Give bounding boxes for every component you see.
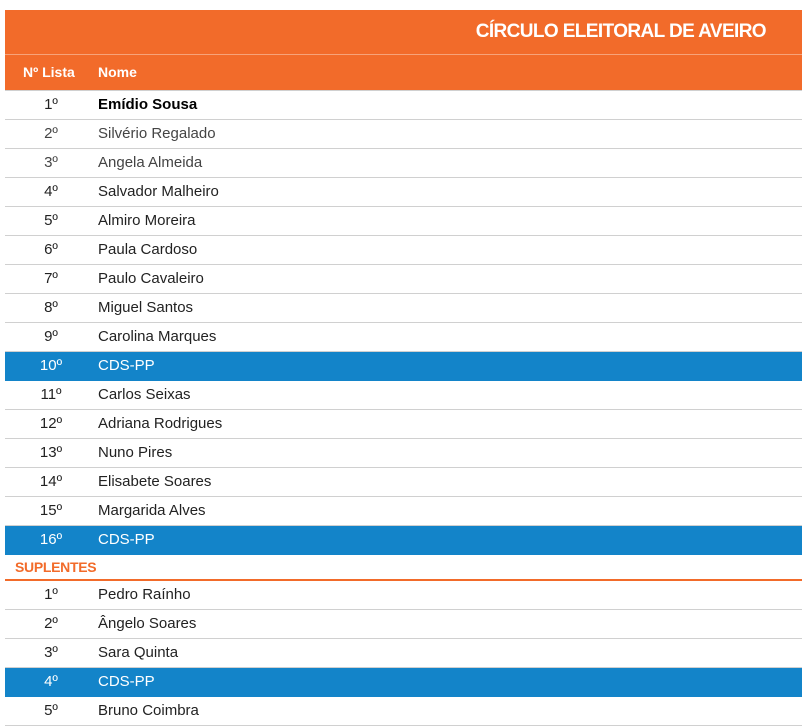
row-number: 5º <box>44 702 58 719</box>
candidate-list <box>5 10 802 726</box>
table-row <box>5 149 802 178</box>
row-name: Carlos Seixas <box>98 386 191 403</box>
row-name: Adriana Rodrigues <box>98 415 223 432</box>
title-bar <box>5 10 802 54</box>
table-row <box>5 323 802 352</box>
table-row <box>5 697 802 726</box>
row-name: Miguel Santos <box>98 299 194 316</box>
row-number: 6º <box>44 241 58 258</box>
table-row <box>5 178 802 207</box>
table-row <box>5 639 802 668</box>
row-name: Nuno Pires <box>98 444 173 461</box>
row-number: 15º <box>39 502 63 519</box>
row-number: 16º <box>39 531 63 548</box>
table-row-party <box>5 352 802 381</box>
row-number: 1º <box>44 586 58 603</box>
row-name: CDS-PP <box>98 357 155 374</box>
row-number: 12º <box>39 415 63 432</box>
row-number: 4º <box>44 673 58 690</box>
row-name: CDS-PP <box>98 673 155 690</box>
table-row <box>5 468 802 497</box>
table-row <box>5 90 802 120</box>
row-number: 4º <box>44 183 58 200</box>
table-row <box>5 294 802 323</box>
row-name: Paulo Cavaleiro <box>98 270 204 287</box>
row-name: Almiro Moreira <box>98 212 196 229</box>
substitutes-heading-label: SUPLENTES <box>15 559 97 575</box>
row-name: Ângelo Soares <box>98 615 197 632</box>
table-row <box>5 236 802 265</box>
row-name: Angela Almeida <box>98 154 203 171</box>
row-name: Paula Cardoso <box>98 241 198 258</box>
row-number: 5º <box>44 212 58 229</box>
row-name: Silvério Regalado <box>98 125 216 142</box>
row-number: 2º <box>44 125 58 142</box>
row-name: Bruno Coimbra <box>98 702 199 719</box>
table-row <box>5 581 802 610</box>
row-number: 11º <box>40 386 62 403</box>
table-header <box>5 54 802 90</box>
table-row <box>5 265 802 294</box>
table-row <box>5 439 802 468</box>
row-number: 8º <box>44 299 58 316</box>
row-name: Carolina Marques <box>98 328 217 345</box>
row-name: Margarida Alves <box>98 502 206 519</box>
row-number: 14º <box>39 473 63 490</box>
row-number: 3º <box>44 644 58 661</box>
row-name: Pedro Raínho <box>98 586 191 603</box>
row-number: 9º <box>44 328 58 345</box>
table-row <box>5 381 802 410</box>
table-row <box>5 610 802 639</box>
column-header-number: Nº Lista <box>23 64 75 80</box>
row-number: 1º <box>44 96 58 113</box>
row-number: 2º <box>44 615 58 632</box>
column-header-name: Nome <box>98 64 137 80</box>
row-number: 7º <box>44 270 58 287</box>
row-number: 13º <box>39 444 63 461</box>
row-name: CDS-PP <box>98 531 155 548</box>
table-row-party <box>5 668 802 697</box>
substitutes-heading <box>5 555 802 581</box>
table-row <box>5 497 802 526</box>
table-row <box>5 410 802 439</box>
row-name: Sara Quinta <box>98 644 179 661</box>
row-number: 3º <box>44 154 58 171</box>
table-row <box>5 120 802 149</box>
row-number: 10º <box>39 357 63 374</box>
row-name: Elisabete Soares <box>98 473 212 490</box>
row-name: Emídio Sousa <box>98 96 198 113</box>
page-title: CÍRCULO ELEITORAL DE AVEIRO <box>475 21 766 42</box>
row-name: Salvador Malheiro <box>98 183 219 200</box>
table-row-party <box>5 526 802 555</box>
table-row <box>5 207 802 236</box>
